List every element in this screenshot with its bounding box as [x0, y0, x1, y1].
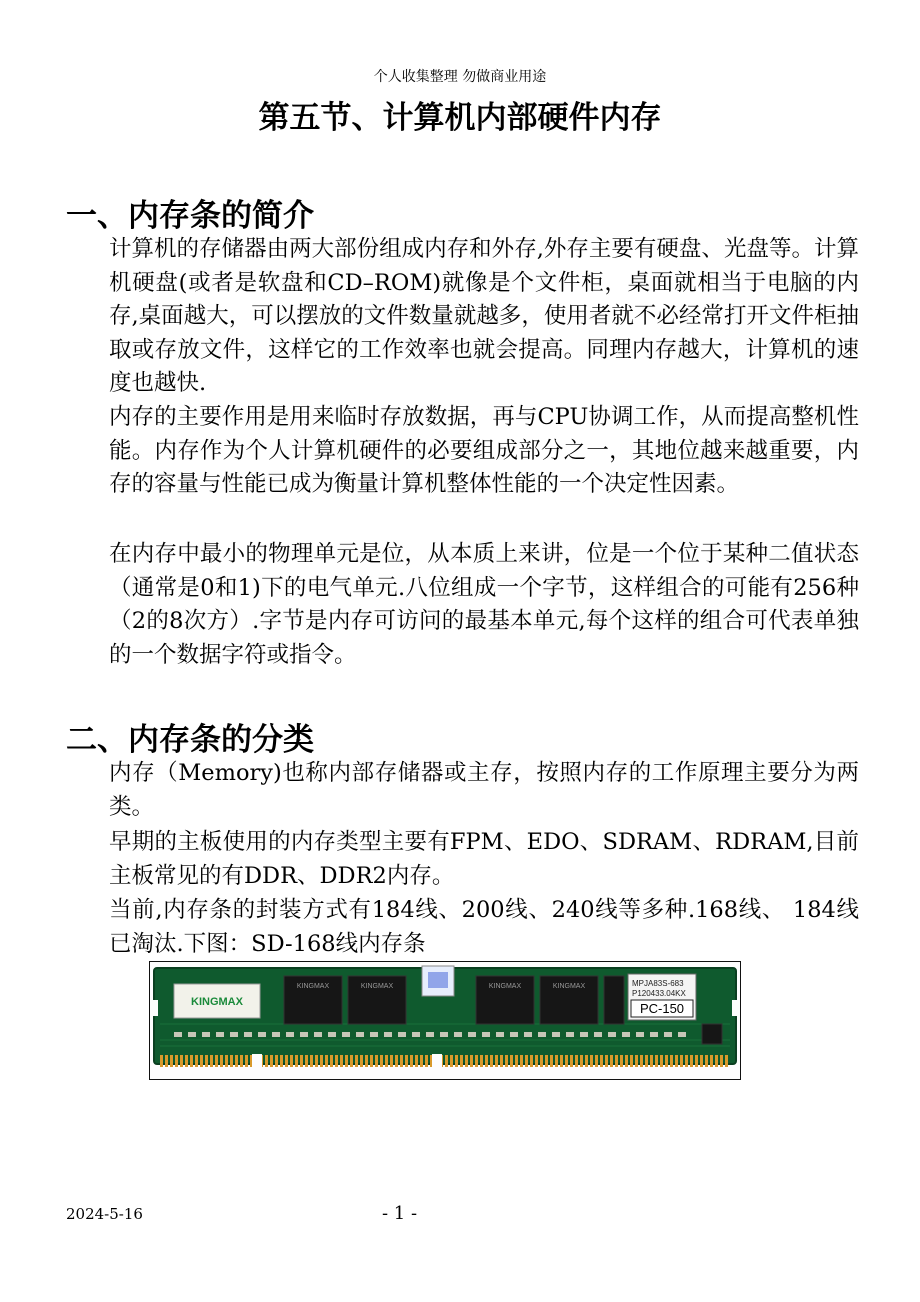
- sticker-line1: MPJA83S-683: [632, 979, 684, 988]
- paragraph-intro-1: 计算机的存储器由两大部份组成内存和外存,外存主要有硬盘、光盘等。计算机硬盘(或者是软盘和CD–ROM)就像是个文件柜，桌面就相当于电脑的内存,桌面越大，可以摆放的文件数量就越多，使用者就不必经常打开文件柜抽取或存放文件，这样它的工作效率也就会提高。同理内存越大，计算机的速度也越快.: [109, 236, 859, 396]
- brand-label-text: KINGMAX: [191, 996, 243, 1008]
- ram-module-image: [149, 961, 741, 1080]
- section-heading-classification: 二、内存条的分类: [66, 722, 314, 758]
- section-heading-intro: 一、内存条的简介: [66, 198, 314, 234]
- paragraph-class-3: 当前,内存条的封装方式有184线、200线、240线等多种.168线、 184线已淘汰.下图：SD-168线内存条: [109, 897, 859, 957]
- paragraph-intro-2: 内存的主要作用是用来临时存放数据，再与CPU协调工作，从而提高整机性能。内存作为个人计算机硬件的必要组成部分之一，其地位越来越重要，内存的容量与性能已成为衡量计算机整体性能的一个决定性因素。: [109, 404, 859, 497]
- chip-label-1: KINGMAX: [296, 983, 330, 990]
- smd-components: [174, 1032, 686, 1037]
- paragraph-intro-3: 在内存中最小的物理单元是位，从本质上来讲，位是一个位于某种二值状态（通常是0和1)下的电气单元.八位组成一个字节，这样组合的可能有256种（2的8次方）.字节是内存可访问的最基本单元,每个这样的组合可代表单独的一个数据字符或指令。: [109, 541, 859, 668]
- paragraph-class-2: 早期的主板使用的内存类型主要有FPM、EDO、SDRAM、RDRAM,目前主板常见的有DDR、DDR2内存。: [109, 829, 859, 889]
- sticker-line2: P120433.04KX: [632, 989, 686, 998]
- footer-date: 2024-5-16: [66, 1205, 143, 1223]
- footer-page-number: - 1 -: [382, 1203, 418, 1224]
- page-title: 第五节、计算机内部硬件内存: [258, 100, 662, 136]
- paragraph-class-1: 内存（Memory)也称内部存储器或主存，按照内存的工作原理主要分为两类。: [109, 760, 859, 820]
- chip-label-4: KINGMAX: [552, 983, 586, 990]
- chip-label-3: KINGMAX: [488, 983, 522, 990]
- chip-label-2: KINGMAX: [360, 983, 394, 990]
- sticker-model: PC-150: [639, 1001, 685, 1016]
- header-note: 个人收集整理 勿做商业用途: [373, 69, 547, 85]
